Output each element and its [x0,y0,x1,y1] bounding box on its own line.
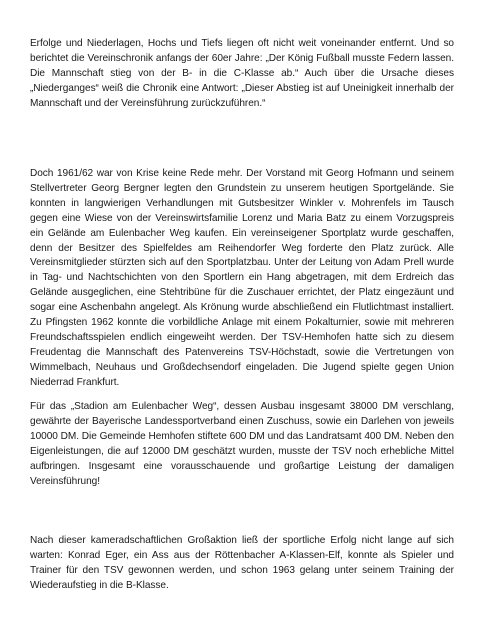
paragraph-sportsground: Doch 1961/62 war von Krise keine Rede mehr. Der Vorstand mit Georg Hofmann und seinem Stellvertreter Georg Bergner legten den Grundstein zu unserem heutigen Sportgelände. Sie konnten in langwierigen Verhandlungen mit Gutsbesitzer Winkler v. Mohrenfels im Tausch gegen eine Wiese von der Vereinswirtsfamilie Lorenz und Maria Batz zu einem Vorzugspreis ein Gelände am Eulenbacher Weg kaufen. Ein vereinseigener Sportplatz wurde geschaffen, denn der Besitzer des Spielfeldes am Reihendorfer Weg forderte den Platz zurück. Alle Vereinsmitglieder stürzten sich auf den Sportplatzbau. Unter der Leitung von Adam Prell wurde in Tag- und Nachtschichten von den Sportlern ein Hang abgetragen, mit dem Erdreich das Gelände ausgeglichen, eine Stehtribüne für die Zuschauer errichtet, der Platz eingezäunt und sogar eine Aschenbahn angelegt. Als Krönung wurde abschließend ein Flutlichtmast installiert. Zu Pfingsten 1962 konnte die vorbildliche Anlage mit einem Pokalturnier, sowie mit mehreren Freundschaftsspielen endlich eingeweiht werden. Der TSV-Hemhofen hatte sich zu diesem Freudentag die Mannschaft des Patenvereins TSV-Höchstadt, sowie die Vertretungen von Wimmelbach, Neuhaus und Großdechsendorf eingeladen. Die Jugend spielte gegen Union Niederrad Frankfurt. [30,168,454,388]
paragraph-stadium-funding: Für das „Stadion am Eulenbacher Weg“, dessen Ausbau insgesamt 38000 DM verschlang, gewährte der Bayerische Landessportverband einen Zuschuss, sowie ein Darlehen von jeweils 10000 DM. Die Gemeinde Hemhofen stiftete 600 DM und das Landratsamt 400 DM. Neben den Eigenleistungen, die auf 12000 DM geschätzt wurden, musste der TSV noch erhebliche Mittel aufbringen. Insgesamt eine vorausschauende und großartige Leistung der damaligen Vereinsführung! [30,401,454,487]
paragraph-promotion: Nach dieser kameradschaftlichen Großaktion ließ der sportliche Erfolg nicht lange auf sich warten: Konrad Eger, ein Ass aus der Röttenbacher A-Klassen-Elf, konnte als Spieler und Trainer für den TSV gewonnen werden, und schon 1963 gelang unter seinem Training der Wiederaufstieg in die B-Klasse. [30,535,454,591]
paragraph-decline: Erfolge und Niederlagen, Hochs und Tiefs liegen oft nicht weit voneinander entfernt. Und so berichtet die Vereinschronik anfangs der 60er Jahre: „Der König Fußball musste Federn lassen. Die Mannschaft stieg von der B- in die C-Klasse ab.“ Auch über die Ursache dieses „Niederganges“ weiß die Chronik eine Antwort: „Dieser Abstieg ist auf Uneinigkeit innerhalb der Mannschaft und der Vereinsführung zurückzuführen.“ [30,38,454,109]
